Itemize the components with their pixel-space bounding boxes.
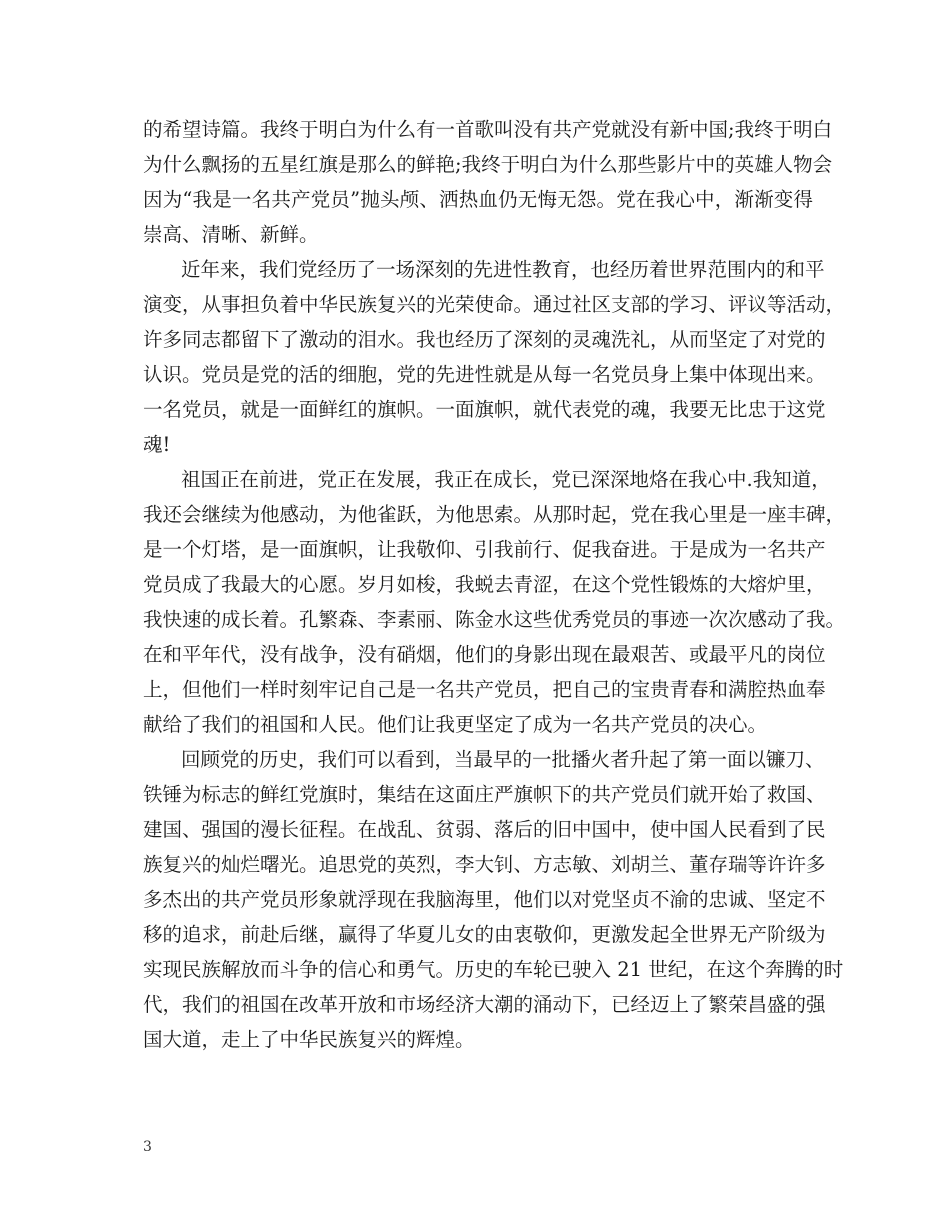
paragraph-line: 建国、强国的漫长征程。在战乱、贫弱、落后的旧中国中，使中国人民看到了民 [143,818,826,841]
paragraph-line: 多杰出的共产党员形象就浮现在我脑海里，他们以对党坚贞不渝的忠诚、坚定不 [143,888,826,911]
paragraph-line: 的希望诗篇。我终于明白为什么有一首歌叫没有共产党就没有新中国;我终于明白 [143,118,833,141]
paragraph-line: 一名党员，就是一面鲜红的旗帜。一面旗帜，就代表党的魂，我要无比忠于这党 [143,398,826,421]
paragraph-line: 认识。党员是党的活的细胞，党的先进性就是从每一名党员身上集中体现出来。 [143,363,826,386]
paragraph-line: 近年来，我们党经历了一场深刻的先进性教育，也经历着世界范围内的和平 [181,258,825,281]
paragraph-line: 献给了我们的祖国和人民。他们让我更坚定了成为一名共产党员的决心。 [143,713,768,736]
paragraph-line: 为什么飘扬的五星红旗是那么的鲜艳;我终于明白为什么那些影片中的英雄人物会 [143,153,833,176]
document-body [143,112,846,1057]
paragraph-line: 许多同志都留下了激动的泪水。我也经历了深刻的灵魂洗礼，从而坚定了对党的 [143,328,826,351]
paragraph-line: 我还会继续为他感动，为他雀跃，为他思索。从那时起，党在我心里是一座丰碑， [143,503,846,526]
paragraph-line: 国大道，走上了中华民族复兴的辉煌。 [143,1028,475,1051]
paragraph [143,252,846,462]
paragraph-line: 崇高、清晰、新鲜。 [143,223,319,246]
paragraph-line: 魂! [143,433,171,456]
page-number: 3 [143,1139,152,1155]
paragraph-line: 上，但他们一样时刻牢记自己是一名共产党员，把自己的宝贵青春和满腔热血奉 [143,678,826,701]
paragraph-line: 党员成了我最大的心愿。岁月如梭，我蜕去青涩，在这个党性锻炼的大熔炉里， [143,573,826,596]
paragraph [143,112,833,252]
paragraph-line: 演变，从事担负着中华民族复兴的光荣使命。通过社区支部的学习、评议等活动， [143,293,846,316]
paragraph-line: 我快速的成长着。孔繁森、李素丽、陈金水这些优秀党员的事迹一次次感动了我。 [143,608,846,631]
paragraph [143,742,844,1057]
paragraph-line: 在和平年代，没有战争，没有硝烟，他们的身影出现在最艰苦、或最平凡的岗位 [143,643,826,666]
paragraph-line: 祖国正在前进，党正在发展，我正在成长，党已深深地烙在我心中.我知道， [181,468,831,491]
paragraph-line: 族复兴的灿烂曙光。追思党的英烈，李大钊、方志敏、刘胡兰、董存瑞等许许多 [143,853,826,876]
paragraph [143,462,846,742]
paragraph-line: 是一个灯塔，是一面旗帜，让我敬仰、引我前行、促我奋进。于是成为一名共产 [143,538,826,561]
paragraph-line: 铁锤为标志的鲜红党旗时，集结在这面庄严旗帜下的共产党员们就开始了救国、 [143,783,826,806]
paragraph-line: 实现民族解放而斗争的信心和勇气。历史的车轮已驶入 21 世纪，在这个奔腾的时 [143,958,844,981]
paragraph-line: 回顾党的历史，我们可以看到，当最早的一批播火者升起了第一面以镰刀、 [181,748,825,771]
paragraph-line: 因为“我是一名共产党员”抛头颅、洒热血仍无悔无怨。党在我心中，渐渐变得 [143,188,813,211]
paragraph-line: 移的追求，前赴后继，赢得了华夏儿女的由衷敬仰，更激发起全世界无产阶级为 [143,923,826,946]
paragraph-line: 代，我们的祖国在改革开放和市场经济大潮的涌动下，已经迈上了繁荣昌盛的强 [143,993,826,1016]
